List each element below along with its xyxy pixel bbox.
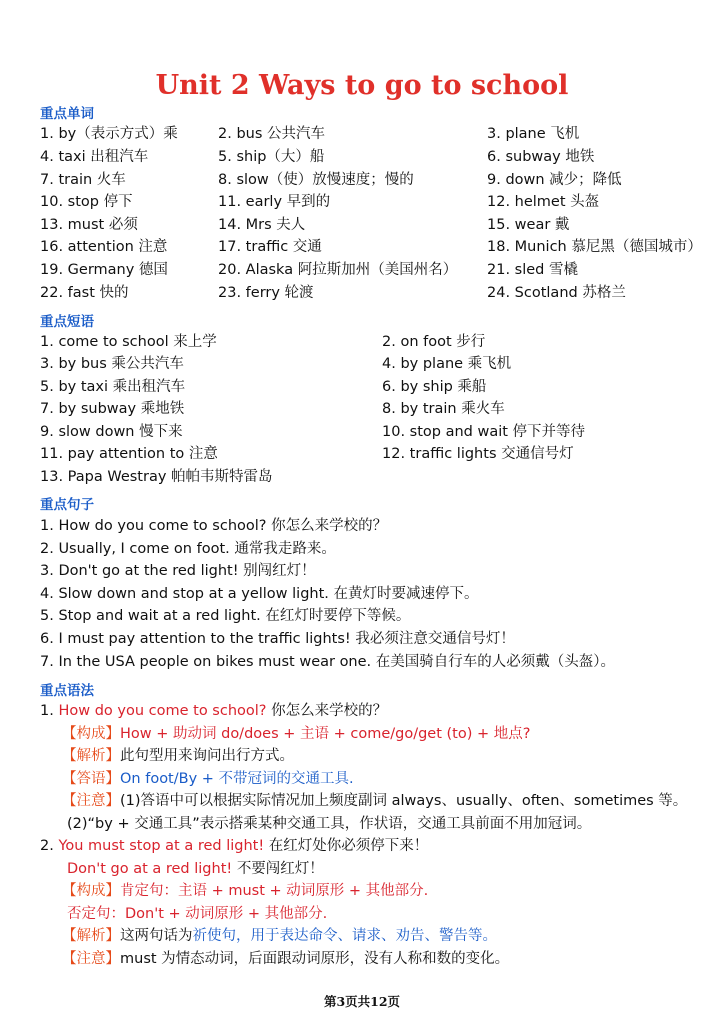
word-item: 7. train 火车 [40,172,126,188]
phrase-item: 5. by taxi 乘出租汽车 [40,379,186,395]
section-heading-grammar: 重点语法 [40,683,94,699]
word-item: 8. slow（使）放慢速度；慢的 [218,172,414,188]
example-zh: 不要闯红灯！ [236,861,324,877]
phrase-item: 1. come to school 来上学 [40,334,217,350]
phrase-item: 11. pay attention to 注意 [40,446,218,462]
section-heading-phrases: 重点短语 [40,314,94,330]
word-item: 15. wear 戴 [487,217,570,233]
analysis-label: 【解析】 [62,928,120,944]
word-item: 11. early 早到的 [218,194,331,210]
form-label: 【构成】 [62,726,120,742]
word-item: 12. helmet 头盔 [487,194,600,210]
grammar-note-row [62,947,509,968]
grammar-note-row [62,789,687,810]
word-item: 4. taxi 出租汽车 [40,149,149,165]
word-item: 24. Scotland 苏格兰 [487,285,626,301]
grammar-form-row [62,879,428,900]
sentence-item: 7. In the USA people on bikes must wear one. 在美国骑自行车的人必须戴（头盔）。 [40,654,616,670]
word-item: 5. ship（大）船 [218,149,325,165]
analysis-label: 【解析】 [62,748,120,764]
grammar-analysis-row [62,924,497,945]
grammar-number: 1. [40,703,54,719]
grammar-sentence-zh: 你怎么来学校的？ [271,703,388,719]
phrase-item: 13. Papa Westray 帕帕韦斯特雷岛 [40,469,273,485]
word-item: 20. Alaska 阿拉斯加州（美国州名） [218,262,458,278]
phrase-item: 7. by subway 乘地铁 [40,401,185,417]
analysis-text: 此句型用来询问出行方式。 [120,748,294,764]
word-item: 10. stop 停下 [40,194,133,210]
analysis-prefix: 这两句话为 [120,928,193,944]
phrase-item: 6. by ship 乘船 [382,379,487,395]
phrase-item: 9. slow down 慢下来 [40,424,183,440]
note-label: 【注意】 [62,951,120,967]
word-item: 19. Germany 德国 [40,262,168,278]
form-text: 肯定句：主语 + must + 动词原形 + 其他部分. [120,883,429,899]
form-label: 【构成】 [62,883,120,899]
grammar-number: 2. [40,838,54,854]
grammar-sentence-en: You must stop at a red light! [58,838,265,854]
answer-text: On foot/By + 不带冠词的交通工具. [120,771,354,787]
word-item: 13. must 必须 [40,217,138,233]
sentence-item: 5. Stop and wait at a red light. 在红灯时要停下等候。 [40,608,411,624]
answer-label: 【答语】 [62,771,120,787]
word-item: 23. ferry 轮渡 [218,285,314,301]
example-en: Don't go at a red light! [67,861,233,877]
phrase-item: 8. by train 乘火车 [382,401,505,417]
phrase-item: 2. on foot 步行 [382,334,486,350]
grammar-note-row-2: (2)“by + 交通工具”表示搭乘某种交通工具，作状语，交通工具前面不用加冠词。 [67,816,592,832]
grammar-answer-row [62,767,354,788]
grammar-example-row [67,857,324,878]
sentence-item: 2. Usually, I come on foot. 通常我走路来。 [40,541,336,557]
section-heading-sentences: 重点句子 [40,497,94,513]
grammar-analysis-row [62,744,294,765]
word-item: 16. attention 注意 [40,239,168,255]
word-item: 17. traffic 交通 [218,239,322,255]
grammar-sentence-en: How do you come to school? [58,703,267,719]
phrase-item: 3. by bus 乘公共汽车 [40,356,184,372]
word-item: 22. fast 快的 [40,285,129,301]
page-number: 第3页共12页 [323,994,401,1009]
word-item: 2. bus 公共汽车 [218,126,326,142]
word-item: 14. Mrs 夫人 [218,217,306,233]
sentence-item: 4. Slow down and stop at a yellow light. 在黄灯时要减速停下。 [40,586,479,602]
word-item: 3. plane 飞机 [487,126,580,142]
word-item: 9. down 减少；降低 [487,172,622,188]
grammar-point-1 [40,699,387,720]
sentence-item: 1. How do you come to school? 你怎么来学校的？ [40,518,388,534]
word-item: 1. by（表示方式）乘 [40,126,178,142]
word-item: 21. sled 雪橇 [487,262,578,278]
grammar-form-row [62,722,530,743]
note-label: 【注意】 [62,793,120,809]
section-heading-words: 重点单词 [40,106,94,122]
sentence-item: 6. I must pay attention to the traffic lights! 我必须注意交通信号灯！ [40,631,515,647]
sentence-item: 3. Don't go at the red light! 别闯红灯！ [40,563,316,579]
grammar-sentence-zh: 在红灯处你必须停下来！ [268,838,429,854]
note-text: must 为情态动词，后面跟动词原形，没有人称和数的变化。 [120,951,510,967]
grammar-point-2 [40,834,428,855]
word-item: 6. subway 地铁 [487,149,595,165]
form-text: How + 助动词 do/does + 主语 + come/go/get (to) + 地点? [120,726,531,742]
phrase-item: 4. by plane 乘飞机 [382,356,512,372]
note-text: (1)答语中可以根据实际情况加上频度副词 always、usually、often、sometimes 等。 [120,793,688,809]
analysis-text: 祈使句，用于表达命令、请求、劝告、警告等。 [192,928,497,944]
phrase-item: 10. stop and wait 停下并等待 [382,424,586,440]
phrase-item: 12. traffic lights 交通信号灯 [382,446,574,462]
grammar-negative-row: 否定句：Don't + 动词原形 + 其他部分. [67,906,328,922]
word-item: 18. Munich 慕尼黑（德国城市） [487,239,702,255]
page-title: Unit 2 Ways to go to school [155,70,569,101]
